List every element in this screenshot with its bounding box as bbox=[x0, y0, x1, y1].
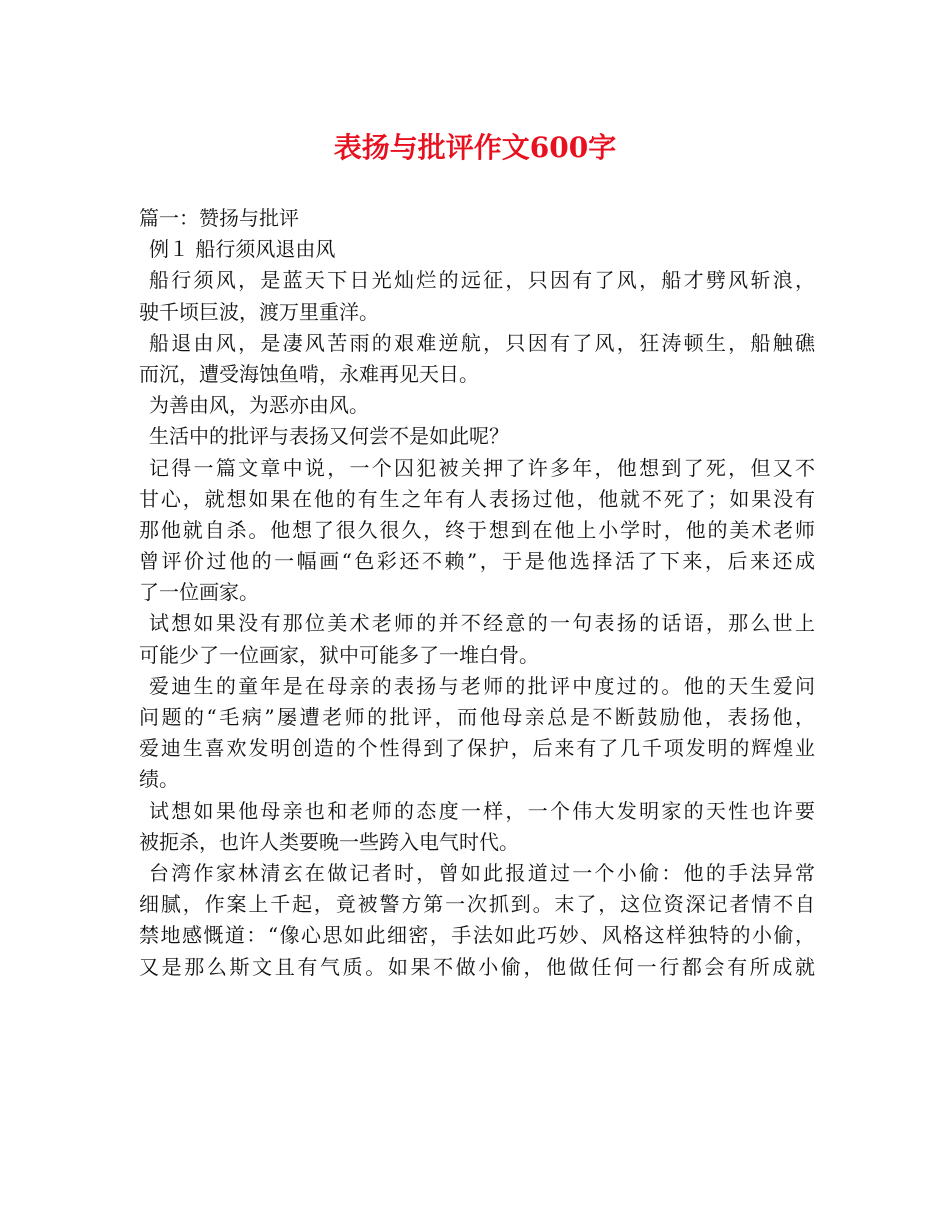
paragraph-line: 曾评价过他的一幅画“色彩还不赖”，于是他选择活了下来，后来还成 bbox=[139, 549, 815, 574]
paragraph-line: 而沉，遭受海蚀鱼啃，永难再见天日。 bbox=[139, 361, 479, 386]
paragraph-line: 驶千顷巨波，渡万里重洋。 bbox=[139, 299, 379, 324]
paragraph-line: 了一位画家。 bbox=[139, 580, 259, 605]
paragraph-line: 可能少了一位画家，狱中可能多了一堆白骨。 bbox=[139, 642, 539, 667]
paragraph-line: 生活中的批评与表扬又何尝不是如此呢？ bbox=[149, 424, 509, 449]
paragraph-line: 爱迪生喜欢发明创造的个性得到了保护，后来有了几千项发明的辉煌业 bbox=[139, 736, 815, 761]
paragraph-line: 绩。 bbox=[139, 767, 179, 792]
section-heading: 篇一：赞扬与批评 bbox=[139, 206, 299, 230]
paragraph-line: 又是那么斯文且有气质。如果不做小偷，他做任何一行都会有所成就 bbox=[139, 954, 815, 979]
paragraph-line: 问题的“毛病”屡遭老师的批评，而他母亲总是不断鼓励他，表扬他， bbox=[139, 705, 815, 729]
document-title: 表扬与批评作文600字 bbox=[333, 131, 617, 164]
example-heading: 例１ 船行须风退由风 bbox=[149, 237, 336, 262]
paragraph-line: 试想如果没有那位美术老师的并不经意的一句表扬的话语，那么世上 bbox=[149, 611, 815, 636]
paragraph-line: 细腻，作案上千起，竟被警方第一次抓到。末了，这位资深记者情不自 bbox=[139, 892, 815, 917]
paragraph-line: 台湾作家林清玄在做记者时，曾如此报道过一个小偷：他的手法异常 bbox=[149, 860, 815, 885]
paragraph-line: 那他就自杀。他想了很久很久，终于想到在他上小学时，他的美术老师 bbox=[139, 517, 815, 542]
paragraph-line: 试想如果他母亲也和老师的态度一样，一个伟大发明家的天性也许要 bbox=[149, 798, 815, 823]
paragraph-line: 船退由风，是凄风苦雨的艰难逆航，只因有了风，狂涛顿生，船触礁 bbox=[149, 330, 815, 355]
paragraph-line: 船行须风，是蓝天下日光灿烂的远征，只因有了风，船才劈风斩浪， bbox=[149, 268, 815, 293]
paragraph-line: 为善由风，为恶亦由风。 bbox=[149, 393, 369, 418]
document-body bbox=[139, 203, 815, 983]
paragraph-line: 禁地感慨道：“像心思如此细密，手法如此巧妙、风格这样独特的小偷， bbox=[139, 923, 815, 948]
paragraph-line: 爱迪生的童年是在母亲的表扬与老师的批评中度过的。他的天生爱问 bbox=[149, 673, 815, 698]
paragraph-line: 记得一篇文章中说，一个囚犯被关押了许多年，他想到了死，但又不 bbox=[149, 455, 815, 480]
paragraph-line: 被扼杀，也许人类要晚一些跨入电气时代。 bbox=[139, 829, 519, 854]
paragraph-line: 甘心，就想如果在他的有生之年有人表扬过他，他就不死了；如果没有 bbox=[139, 486, 815, 511]
